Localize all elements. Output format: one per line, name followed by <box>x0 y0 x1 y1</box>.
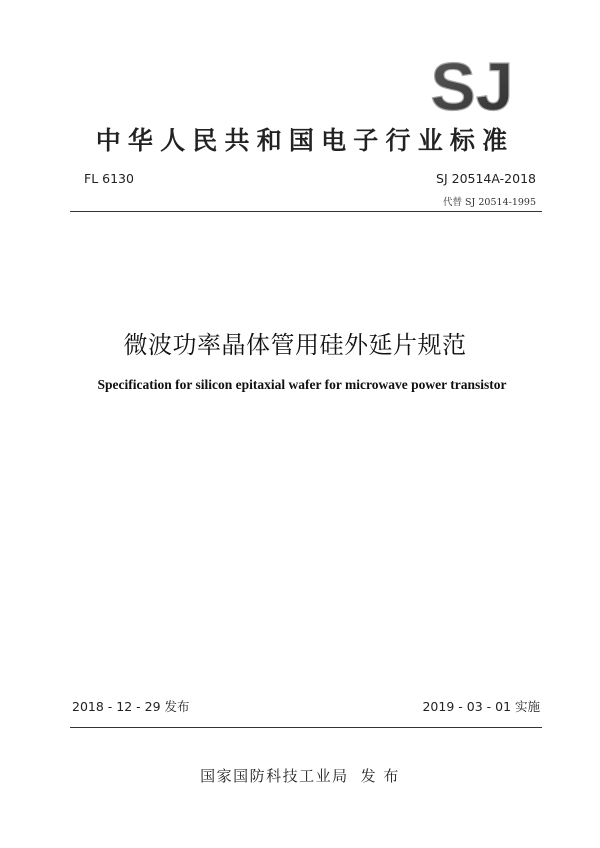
standard-number: SJ 20514A-2018 <box>436 171 536 186</box>
implementation-date: 2019 - 03 - 01 实施 <box>422 699 540 714</box>
issue-date: 2018 - 12 - 29 发布 <box>72 699 190 714</box>
footer-divider <box>70 727 542 728</box>
header-divider <box>70 211 542 212</box>
chinese-title: 微波功率晶体管用硅外延片规范 <box>123 331 467 359</box>
sj-logo <box>424 52 520 118</box>
sj-logo-graphic <box>424 52 520 118</box>
logo-text: SJ <box>430 52 514 118</box>
publisher-organization: 国家国防科技工业局 <box>200 767 349 785</box>
publisher-action: 发 布 <box>360 767 400 785</box>
industry-standard-title: 中华人民共和国电子行业标准 <box>95 126 515 155</box>
english-title: Specification for silicon epitaxial wafer for microwave power transistor <box>97 377 507 392</box>
classification-code: FL 6130 <box>84 171 134 186</box>
replaces-standard: 代替 SJ 20514-1995 <box>443 197 536 208</box>
publisher-line <box>0 765 600 786</box>
